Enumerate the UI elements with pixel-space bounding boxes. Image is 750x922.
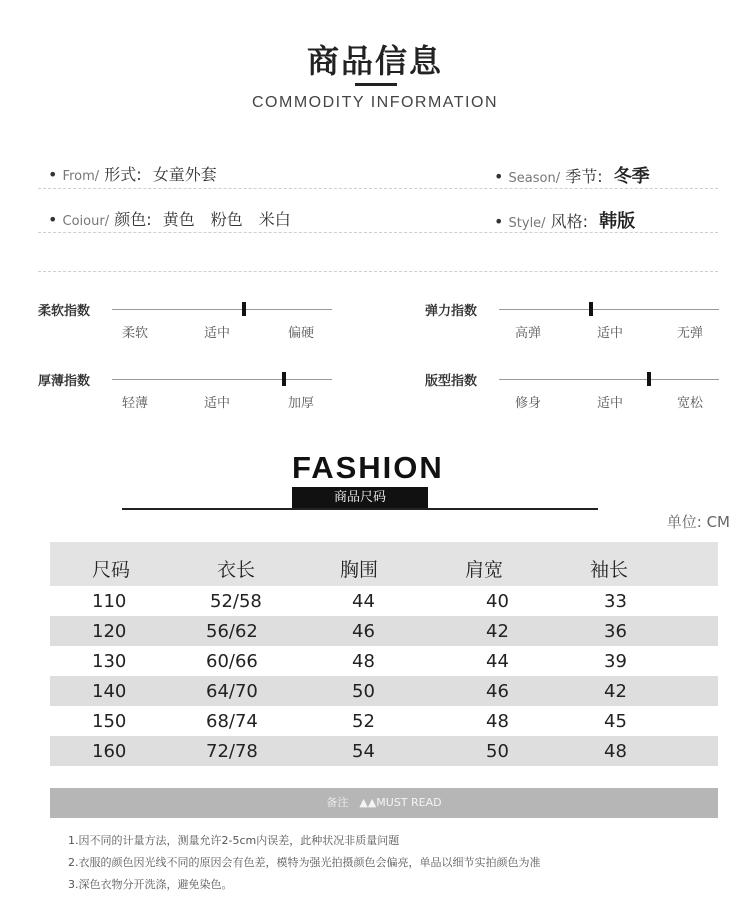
table-cell: 44: [352, 590, 375, 612]
table-cell: 40: [486, 590, 509, 612]
dotted-divider: [38, 271, 718, 272]
scale-label: 厚薄指数: [38, 374, 91, 389]
scale-marker: [589, 302, 593, 316]
scale-option: 修身: [515, 396, 542, 411]
table-cell: 160: [92, 740, 127, 762]
table-cell: 42: [604, 680, 627, 702]
section-underline: [122, 508, 598, 510]
table-cell: 130: [92, 650, 127, 672]
scale-marker: [242, 302, 246, 316]
note-item: 2.衣服的颜色因光线不同的原因会有色差，模特为强光拍摄颜色会偏亮，单品以细节实拍颜色为准: [68, 856, 541, 869]
scale-track: [499, 379, 719, 380]
size-table: [50, 542, 718, 766]
scale-option: 适中: [204, 396, 231, 411]
notice-bar: 备注 ▲▲MUST READ: [50, 788, 718, 818]
bullet-icon: •: [48, 210, 58, 229]
info-style-en: Style/: [508, 216, 546, 231]
scale-thickness: [38, 370, 338, 420]
table-cell: 36: [604, 620, 627, 642]
scale-track: [112, 379, 332, 380]
scale-fit: [425, 370, 725, 420]
unit-label: 单位: CM: [666, 513, 730, 531]
scale-label: 弹力指数: [425, 304, 478, 319]
scale-track: [499, 309, 719, 310]
table-header-cell: 胸围: [340, 559, 379, 581]
table-cell: 46: [486, 680, 509, 702]
fashion-word: FASHION: [292, 450, 444, 485]
table-cell: 44: [486, 650, 509, 672]
scale-option: 偏硬: [288, 326, 315, 341]
table-cell: 50: [486, 740, 509, 762]
table-cell: 50: [352, 680, 375, 702]
scale-label: 版型指数: [425, 374, 478, 389]
scale-option: 适中: [204, 326, 231, 341]
info-colour: [48, 207, 291, 230]
table-cell: 52/58: [210, 590, 262, 612]
table-row: [50, 616, 718, 646]
table-header-cell: 尺码: [92, 559, 131, 581]
table-cell: 48: [604, 740, 627, 762]
scale-option: 加厚: [288, 396, 315, 411]
scale-option: 高弹: [515, 326, 542, 341]
table-cell: 52: [352, 710, 375, 732]
title-underline: [355, 83, 397, 86]
table-cell: 56/62: [206, 620, 258, 642]
info-season-en: Season/: [508, 171, 561, 186]
table-cell: 72/78: [206, 740, 258, 762]
table-header-cell: 衣长: [217, 559, 256, 581]
info-season-cn: 季节:: [565, 167, 603, 186]
table-cell: 150: [92, 710, 127, 732]
info-colour-value: 黄色 粉色 米白: [162, 210, 291, 229]
bullet-icon: •: [494, 167, 504, 186]
table-cell: 120: [92, 620, 127, 642]
table-cell: 39: [604, 650, 627, 672]
table-cell: 48: [486, 710, 509, 732]
info-form-cn: 形式:: [104, 165, 142, 184]
table-row: [50, 586, 718, 616]
table-cell: 45: [604, 710, 627, 732]
page-subtitle: COMMODITY INFORMATION: [251, 94, 498, 111]
info-season: [494, 162, 650, 188]
info-style: [494, 207, 635, 233]
table-header-cell: 袖长: [590, 559, 629, 581]
table-cell: 42: [486, 620, 509, 642]
scale-marker: [282, 372, 286, 386]
info-colour-cn: 颜色:: [114, 210, 152, 229]
size-section-label: 商品尺码: [292, 487, 428, 509]
info-style-value: 韩版: [599, 211, 636, 232]
bullet-icon: •: [48, 165, 58, 184]
table-row: [50, 646, 718, 676]
scale-option: 适中: [597, 396, 624, 411]
page-title: 商品信息: [306, 42, 443, 80]
scale-option: 无弹: [677, 326, 704, 341]
scale-marker: [647, 372, 651, 386]
note-item: 1.因不同的计量方法，测量允许2-5cm内误差，此种状况非质量问题: [68, 834, 400, 847]
note-item: 3.深色衣物分开洗涤，避免染色。: [68, 878, 233, 891]
table-row: [50, 706, 718, 736]
scale-track: [112, 309, 332, 310]
bullet-icon: •: [494, 212, 504, 231]
table-cell: 64/70: [206, 680, 258, 702]
scale-label: 柔软指数: [38, 304, 91, 319]
scale-elasticity: [425, 300, 725, 350]
notes-list: [68, 830, 728, 896]
info-season-value: 冬季: [613, 166, 650, 187]
table-header-row: [50, 542, 718, 586]
table-cell: 110: [92, 590, 127, 612]
table-row: [50, 736, 718, 766]
info-colour-en: Coiour/: [62, 214, 110, 229]
table-cell: 46: [352, 620, 375, 642]
scale-softness: [38, 300, 338, 350]
scale-option: 适中: [597, 326, 624, 341]
table-cell: 33: [604, 590, 627, 612]
dotted-divider: [38, 232, 718, 233]
table-cell: 60/66: [206, 650, 258, 672]
scale-option: 柔软: [122, 326, 149, 341]
info-form: [48, 162, 217, 185]
info-form-en: From/: [62, 169, 100, 184]
table-cell: 140: [92, 680, 127, 702]
table-cell: 68/74: [206, 710, 258, 732]
table-cell: 54: [352, 740, 375, 762]
table-header-cell: 肩宽: [465, 559, 504, 581]
table-row: [50, 676, 718, 706]
scale-option: 轻薄: [122, 396, 149, 411]
info-style-cn: 风格:: [550, 212, 589, 231]
scale-option: 宽松: [677, 396, 704, 411]
table-cell: 48: [352, 650, 375, 672]
info-form-value: 女童外套: [152, 165, 217, 184]
dotted-divider: [38, 188, 718, 189]
